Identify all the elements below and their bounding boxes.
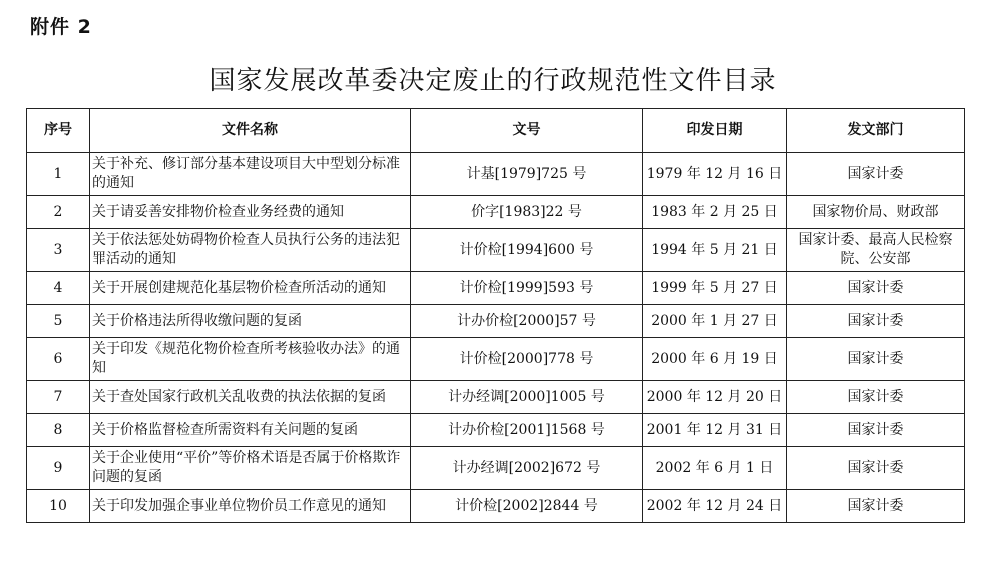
cell-name: 关于依法惩处妨碍物价检查人员执行公务的违法犯罪活动的通知 — [90, 229, 411, 272]
cell-dept: 国家计委、最高人民检察院、公安部 — [787, 229, 965, 272]
cell-number: 计价检[2002]2844 号 — [411, 490, 643, 523]
cell-date: 2000 年 6 月 19 日 — [643, 338, 787, 381]
cell-dept: 国家计委 — [787, 490, 965, 523]
cell-name: 关于价格监督检查所需资料有关问题的复函 — [90, 414, 411, 447]
cell-date: 1979 年 12 月 16 日 — [643, 153, 787, 196]
cell-date: 2000 年 1 月 27 日 — [643, 305, 787, 338]
cell-seq: 2 — [27, 196, 90, 229]
table-row — [27, 490, 965, 523]
cell-seq: 5 — [27, 305, 90, 338]
cell-date: 2000 年 12 月 20 日 — [643, 381, 787, 414]
cell-seq: 9 — [27, 447, 90, 490]
header-number: 文号 — [411, 109, 643, 153]
cell-name: 关于查处国家行政机关乱收费的执法依据的复函 — [90, 381, 411, 414]
cell-seq: 10 — [27, 490, 90, 523]
cell-number: 计价检[1994]600 号 — [411, 229, 643, 272]
abolished-documents-table — [26, 108, 965, 523]
cell-dept: 国家物价局、财政部 — [787, 196, 965, 229]
cell-date: 1999 年 5 月 27 日 — [643, 272, 787, 305]
cell-date: 1994 年 5 月 21 日 — [643, 229, 787, 272]
cell-dept: 国家计委 — [787, 272, 965, 305]
table-row — [27, 305, 965, 338]
cell-dept: 国家计委 — [787, 338, 965, 381]
cell-date: 2001 年 12 月 31 日 — [643, 414, 787, 447]
cell-number: 价字[1983]22 号 — [411, 196, 643, 229]
cell-seq: 7 — [27, 381, 90, 414]
cell-name: 关于补充、修订部分基本建设项目大中型划分标准的通知 — [90, 153, 411, 196]
cell-number: 计办价检[2000]57 号 — [411, 305, 643, 338]
cell-date: 1983 年 2 月 25 日 — [643, 196, 787, 229]
cell-dept: 国家计委 — [787, 414, 965, 447]
cell-number: 计办经调[2002]672 号 — [411, 447, 643, 490]
cell-number: 计办价检[2001]1568 号 — [411, 414, 643, 447]
cell-seq: 4 — [27, 272, 90, 305]
cell-name: 关于企业使用“平价”等价格术语是否属于价格欺诈问题的复函 — [90, 447, 411, 490]
cell-dept: 国家计委 — [787, 153, 965, 196]
cell-name: 关于印发加强企事业单位物价员工作意见的通知 — [90, 490, 411, 523]
cell-dept: 国家计委 — [787, 447, 965, 490]
cell-number: 计价检[1999]593 号 — [411, 272, 643, 305]
cell-name: 关于价格违法所得收缴问题的复函 — [90, 305, 411, 338]
table-row — [27, 381, 965, 414]
cell-dept: 国家计委 — [787, 305, 965, 338]
table-row — [27, 272, 965, 305]
attachment-label: 附件 2 — [30, 16, 92, 38]
cell-number: 计办经调[2000]1005 号 — [411, 381, 643, 414]
table-row — [27, 447, 965, 490]
cell-dept: 国家计委 — [787, 381, 965, 414]
cell-name: 关于开展创建规范化基层物价检查所活动的通知 — [90, 272, 411, 305]
cell-date: 2002 年 6 月 1 日 — [643, 447, 787, 490]
table-body — [27, 153, 965, 523]
cell-name: 关于印发《规范化物价检查所考核验收办法》的通知 — [90, 338, 411, 381]
cell-seq: 6 — [27, 338, 90, 381]
cell-date: 2002 年 12 月 24 日 — [643, 490, 787, 523]
table-row — [27, 196, 965, 229]
header-date: 印发日期 — [643, 109, 787, 153]
cell-name: 关于请妥善安排物价检查业务经费的通知 — [90, 196, 411, 229]
cell-seq: 1 — [27, 153, 90, 196]
table-row — [27, 338, 965, 381]
cell-number: 计价检[2000]778 号 — [411, 338, 643, 381]
table-row — [27, 153, 965, 196]
cell-seq: 8 — [27, 414, 90, 447]
document-title: 国家发展改革委决定废止的行政规范性文件目录 — [209, 66, 777, 96]
cell-seq: 3 — [27, 229, 90, 272]
header-seq: 序号 — [27, 109, 90, 153]
table-header-row — [27, 109, 965, 153]
header-name: 文件名称 — [90, 109, 411, 153]
table-row — [27, 229, 965, 272]
table-row — [27, 414, 965, 447]
header-dept: 发文部门 — [787, 109, 965, 153]
cell-number: 计基[1979]725 号 — [411, 153, 643, 196]
